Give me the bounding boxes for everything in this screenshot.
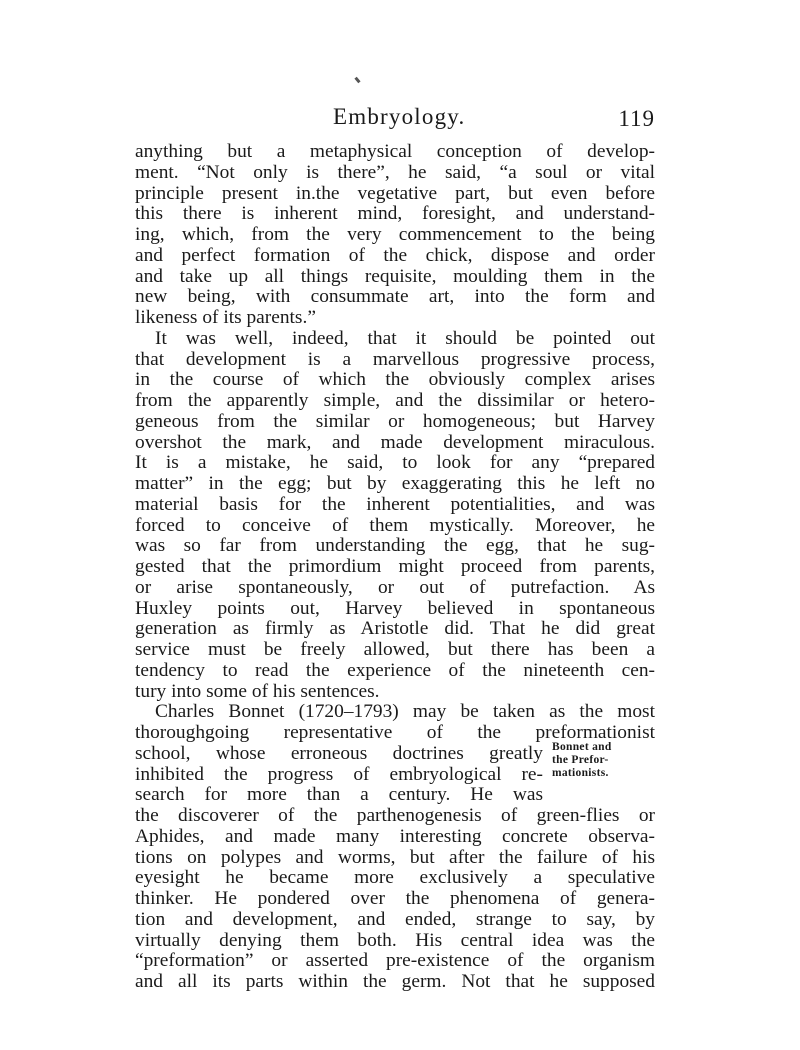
text-line: service must be freely allowed, but there has been a [135, 639, 655, 660]
text-line: from the apparently simple, and the dissimilar or hetero- [135, 390, 655, 411]
text-line: tendency to read the experience of the nineteenth cen- [135, 659, 655, 681]
text-line: ing, which, from the very commencement to the being [135, 224, 655, 245]
text-line: Huxley points out, Harvey believed in spontaneous [135, 597, 655, 619]
text-line: in the course of which the obviously complex arises [135, 369, 655, 391]
print-speck [354, 77, 360, 84]
paragraph-start-line: Charles Bonnet (1720–1793) may be taken as the most [155, 701, 655, 723]
page-number: 119 [618, 106, 655, 131]
text-line: “preformation” or asserted pre-existence of the organism [135, 950, 655, 972]
text-line: generation as firmly as Aristotle did. That he did great [135, 618, 655, 640]
text-line: tions on polypes and worms, but after the failure of his [135, 846, 655, 868]
body-text [135, 142, 655, 993]
margin-note [552, 741, 662, 780]
text-line: principle present in.the vegetative part, but even before [135, 182, 655, 204]
text-line: eyesight he became more exclusively a speculative [135, 867, 655, 889]
running-title: Embryology. [333, 104, 466, 129]
margin-note-line: Bonnet and [552, 741, 612, 753]
text-line: was so far from understanding the egg, that he sug- [135, 535, 655, 557]
text-line: likeness of its parents.” [135, 307, 316, 328]
text-line: gested that the primordium might proceed from parents, [135, 556, 655, 577]
margin-note-line: the Prefor- [552, 754, 609, 766]
text-line: and all its parts within the germ. Not that he supposed [135, 971, 655, 992]
paragraph-start-line: It was well, indeed, that it should be pointed out [155, 327, 655, 349]
text-line: geneous from the similar or homogeneous; but Harvey [135, 410, 655, 432]
text-line: tion and development, and ended, strange to say, by [135, 908, 655, 930]
text-line: overshot the mark, and made development miraculous. [135, 431, 655, 453]
text-line: forced to conceive of them mystically. Moreover, he [135, 514, 655, 536]
text-line: inhibited the progress of embryological re- [135, 763, 543, 785]
text-line: anything but a metaphysical conception of develop- [135, 141, 655, 162]
margin-note-line: mationists. [552, 767, 609, 779]
text-line: search for more than a century. He was [135, 784, 543, 806]
text-line: this there is inherent mind, foresight, and understand- [135, 203, 655, 225]
text-line: ment. “Not only is there”, he said, “a soul or vital [135, 161, 655, 183]
text-line: Aphides, and made many interesting concrete observa- [135, 825, 655, 847]
text-line: that development is a marvellous progressive process, [135, 348, 655, 370]
text-line: the discoverer of the parthenogenesis of green-flies or [135, 805, 655, 826]
text-line: and perfect formation of the chick, dispose and order [135, 244, 655, 266]
page-header [135, 104, 655, 134]
text-line: thinker. He pondered over the phenomena of genera- [135, 888, 655, 909]
text-line: matter” in the egg; but by exaggerating this he left no [135, 473, 655, 494]
text-line: tury into some of his sentences. [135, 680, 380, 702]
text-line: thoroughgoing representative of the preformationist [135, 722, 655, 743]
text-line: school, whose erroneous doctrines greatly [135, 742, 543, 764]
text-line: virtually denying them both. His central idea was the [135, 929, 655, 951]
text-line: material basis for the inherent potentialities, and was [135, 493, 655, 515]
text-line: new being, with consummate art, into the form and [135, 286, 655, 308]
text-line: or arise spontaneously, or out of putrefaction. As [135, 576, 655, 598]
text-line: It is a mistake, he said, to look for any “prepared [135, 452, 655, 474]
text-line: and take up all things requisite, moulding them in the [135, 265, 655, 287]
